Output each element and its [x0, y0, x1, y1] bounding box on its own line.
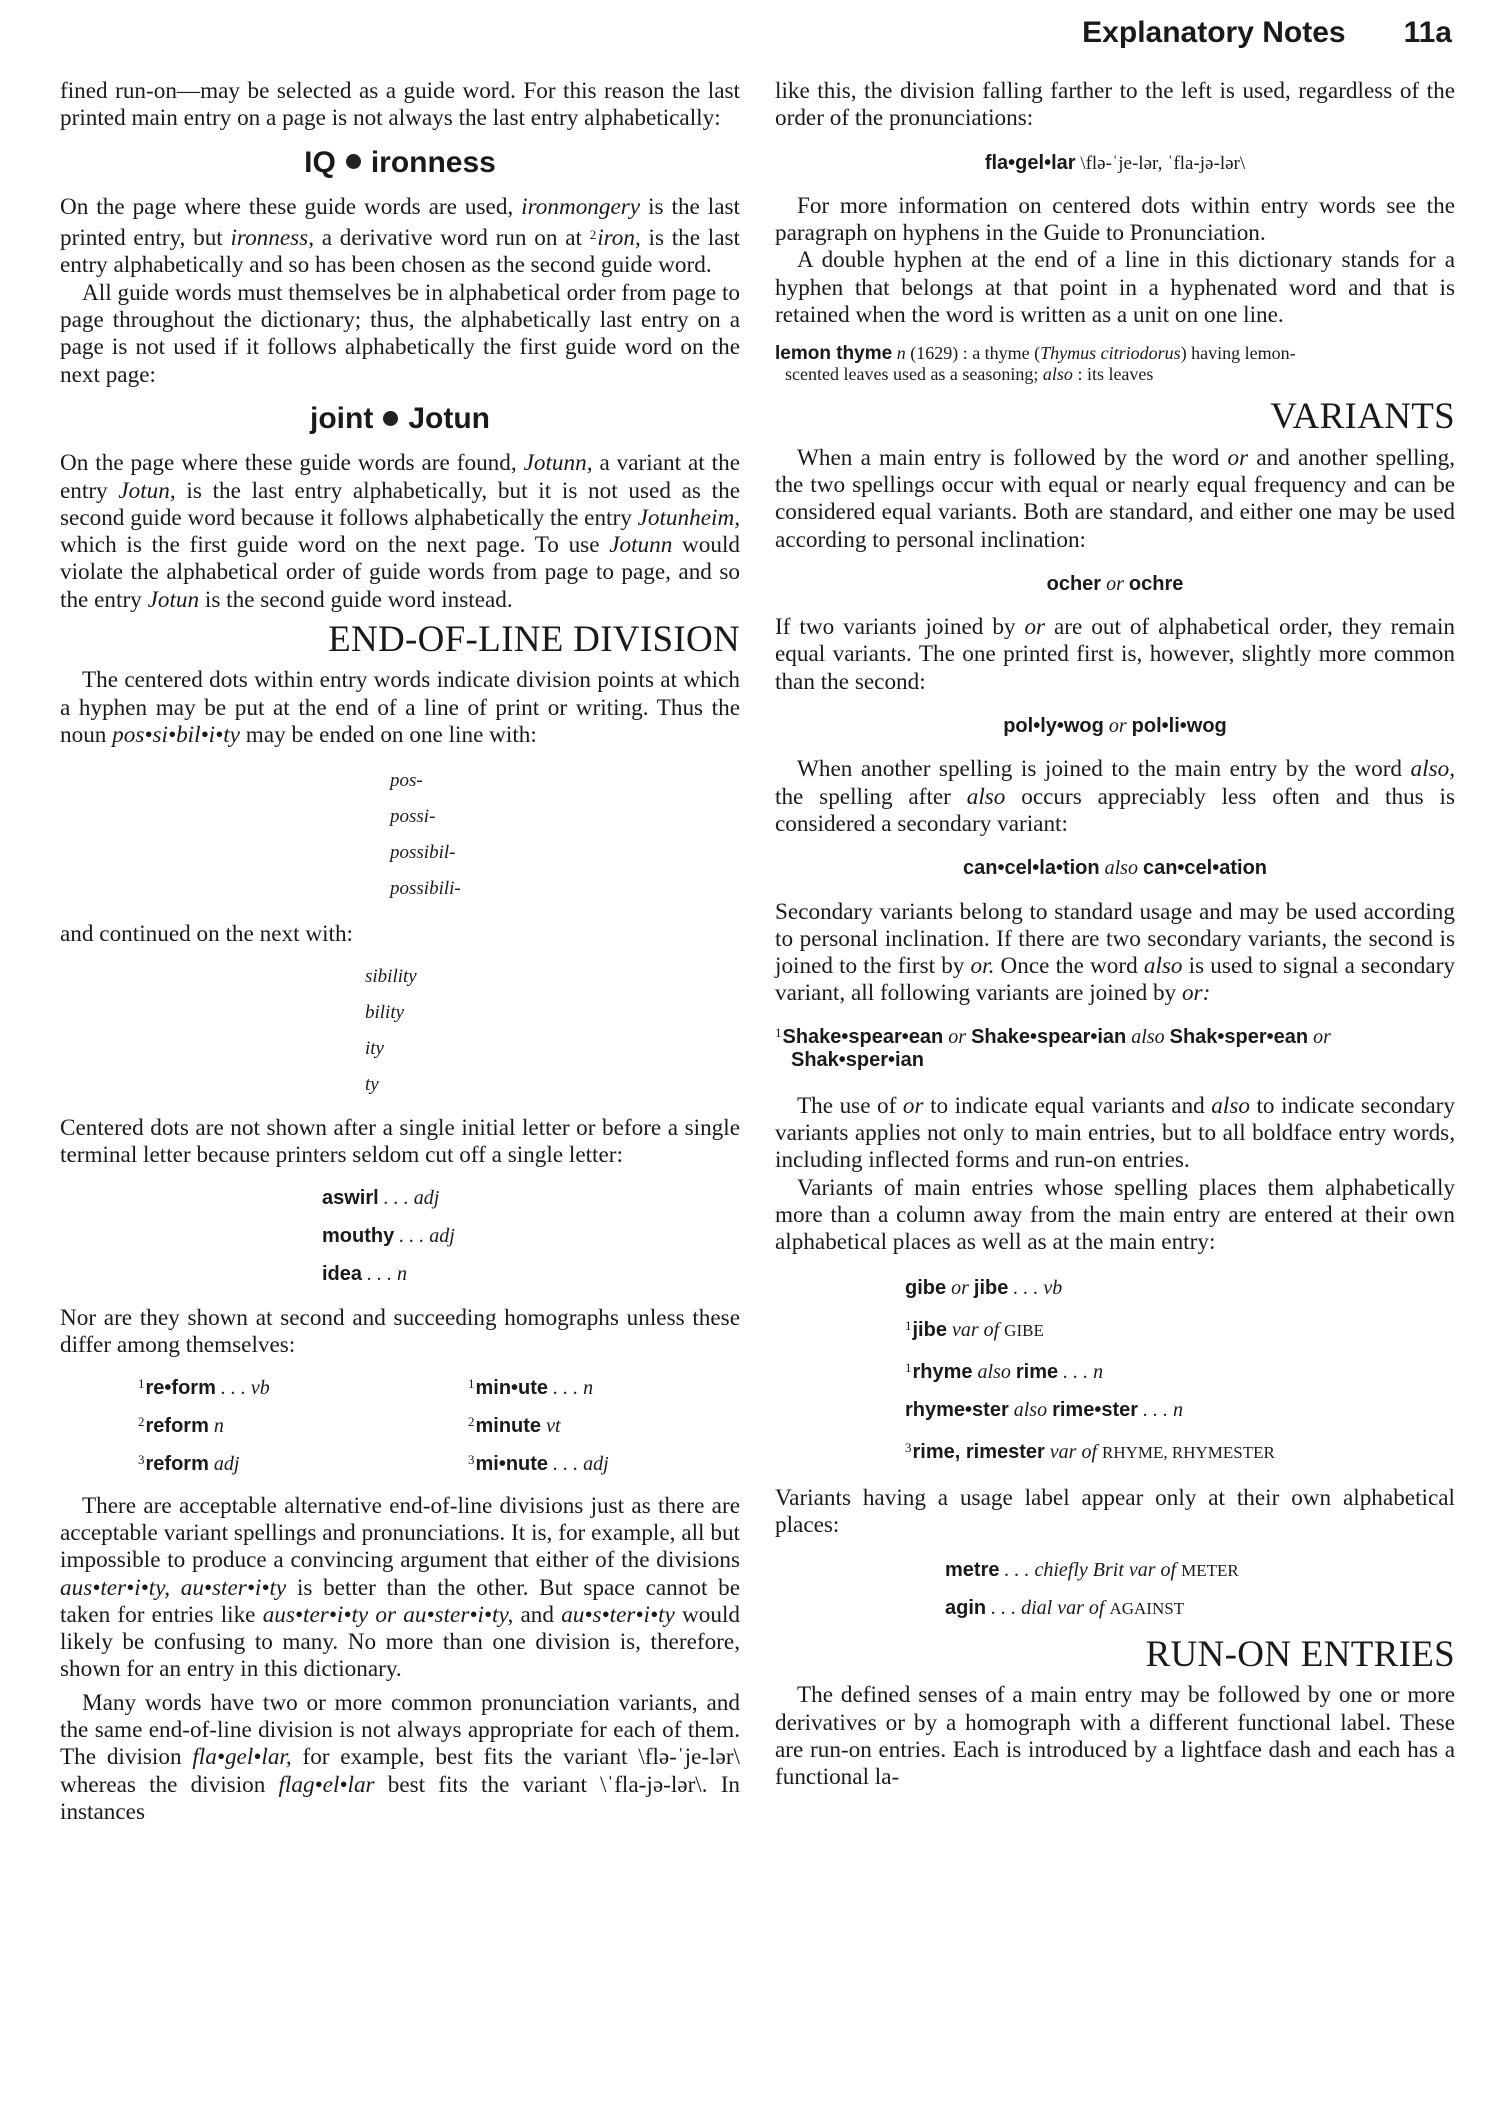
guide-word-second: ironness	[370, 145, 496, 179]
page-number: 11a	[1403, 16, 1452, 49]
guide-words-example	[60, 145, 740, 179]
list-item: $^3$mi•nute . . . adj	[468, 1452, 609, 1476]
paragraph: For more information on centered dots within entry words see the paragraph on hyphens in the Guide to Pronunciation.	[775, 192, 1455, 247]
list-item: $^1$min•ute . . . n	[468, 1375, 594, 1399]
division-list	[365, 959, 740, 1103]
paragraph: All guide words must themselves be in alphabetical order from page to page throughout the dictionary; thus, the alphabetically last entry on a page is not used if it follows alphabetically the first guide word on the next page:	[60, 279, 740, 388]
paragraph: If two variants joined by or are out of alphabetical order, they remain equal variants. The one printed first is, however, slightly more common than the second:	[775, 614, 1455, 695]
list-item: pos-	[390, 770, 423, 792]
paragraph: Many words have two or more common pronunciation variants, and the same end-of-line division is not always appropriate for each of them. The division fla•gel•lar, for example, best fits the variant \flə-ˈje-lər\ whereas the division flag•el•lar best fits the variant \ˈfla-jə-lər\. In instances	[60, 1689, 741, 1825]
list-item: possi-	[390, 806, 436, 828]
paragraph: The defined senses of a main entry may be followed by one or more derivatives or by a homograph with a different functional label. These are run-on entries. Each is introduced by a lightface dash and each has a functional la-	[775, 1682, 1455, 1791]
list-item: $^1$re•form . . . vb	[138, 1375, 270, 1399]
paragraph: When a main entry is followed by the word or and another spelling, the two spellings occur with equal or nearly equal frequency and can be considered equal variants. Both are standard, and either one may be used according to personal inclination:	[775, 444, 1455, 553]
paragraph: and continued on the next with:	[60, 921, 354, 948]
example-entry: pol•ly•wog or pol•li•wog	[1003, 715, 1227, 738]
section-heading: RUN-ON ENTRIES	[1145, 1634, 1455, 1676]
list-item: mouthy . . . adj	[322, 1225, 455, 1248]
right-column	[775, 78, 1455, 1792]
list-item: $^3$rime, rimester var of RHYME, RHYMESTER	[905, 1439, 1275, 1463]
paragraph: Nor are they shown at second and succeeding homographs unless these differ among themselves:	[60, 1305, 740, 1359]
running-header	[1082, 16, 1452, 50]
paragraph: There are acceptable alternative end-of-line divisions just as there are acceptable variant spellings and pronunciations. It is, for example, all but impossible to produce a convincing argument that either of the divisions aus•ter•i•ty, au•ster•i•ty is better than the other. But space cannot be taken for entries like aus•ter•i•ty or au•ster•i•ty, and au•s•ter•i•ty would likely be confusing to many. No more than one division is, therefore, shown for an entry in this dictionary.	[60, 1492, 741, 1683]
list-item: sibility	[365, 965, 417, 987]
division-list	[390, 763, 740, 907]
example-entry: $^1$Shake•spear•ean or Shake•spear•ian also Shak•sper•ean or Shak•sper•ian	[775, 1024, 1331, 1071]
list-item: gibe or jibe . . . vb	[905, 1276, 1063, 1299]
sample-definition: lemon thyme n (1629) : a thyme (Thymus citriodorus) having lemon- scented leaves used as a seasoning; also : its leaves	[775, 343, 1296, 385]
example-entry: ocher or ochre	[1046, 572, 1184, 595]
left-column	[60, 78, 740, 1826]
paragraph: Variants having a usage label appear only at their own alphabetical places:	[775, 1484, 1455, 1538]
paragraph: Variants of main entries whose spelling places them alphabetically more than a column away from the main entry are entered at their own alphabetical places as well as at the main entry:	[775, 1174, 1455, 1256]
guide-words-example	[60, 401, 740, 435]
example-entry: can•cel•la•tion also can•cel•ation	[963, 857, 1267, 880]
paragraph: Secondary variants belong to standard usage and may be used according to personal inclination. If there are two secondary variants, the second is joined to the first by or. Once the word also is used to signal a secondary variant, all following variants are joined by or:	[775, 898, 1455, 1007]
bullet-icon	[346, 154, 361, 169]
section-title: Explanatory Notes	[1082, 16, 1346, 49]
list-item: $^1$jibe var of GIBE	[905, 1317, 1044, 1341]
list-item: bility	[365, 1001, 405, 1023]
section-heading: END-OF-LINE DIVISION	[328, 619, 740, 661]
homograph-table	[138, 1370, 740, 1479]
paragraph: The use of or to indicate equal variants and also to indicate secondary variants applies not only to main entries, but to all boldface entry words, including inflected forms and run-on entries.	[775, 1092, 1455, 1174]
bullet-icon	[383, 411, 398, 426]
list-item: agin . . . dial var of AGAINST	[945, 1597, 1185, 1620]
paragraph: like this, the division falling farther to the left is used, regardless of the order of the pronunciations:	[775, 78, 1455, 132]
example-list	[322, 1179, 740, 1293]
variant-list	[905, 1269, 1455, 1471]
list-item: $^2$minute vt	[468, 1414, 561, 1438]
list-item: idea . . . n	[322, 1263, 408, 1286]
paragraph: Centered dots are not shown after a single initial letter or before a single terminal letter because printers seldom cut off a single letter:	[60, 1114, 740, 1168]
list-item: possibil-	[390, 842, 456, 864]
guide-word-first: IQ	[304, 145, 336, 179]
paragraph: fined run-on—may be selected as a guide word. For this reason the last printed main entry on a page is not always the last entry alphabetically:	[60, 78, 740, 132]
list-item: $^1$rhyme also rime . . . n	[905, 1359, 1104, 1383]
list-item: possibili-	[390, 878, 461, 900]
list-item: aswirl . . . adj	[322, 1187, 440, 1210]
paragraph: When another spelling is joined to the main entry by the word also, the spelling after also occurs appreciably less often and thus is considered a secondary variant:	[775, 756, 1455, 837]
paragraph: A double hyphen at the end of a line in this dictionary stands for a hyphen that belongs at that point in a hyphenated word and that is retained when the word is written as a unit on one line.	[775, 247, 1455, 329]
example-entry: fla•gel•lar \flə-ˈje-lər, ˈfla-jə-lər\	[984, 151, 1246, 174]
guide-word-second: Jotun	[408, 401, 490, 435]
list-item: $^2$reform n	[138, 1414, 224, 1438]
list-item: $^3$reform adj	[138, 1452, 240, 1476]
list-item: ity	[365, 1037, 384, 1059]
paragraph: On the page where these guide words are used, ironmongery is the last printed entry, but ironness, a derivative word run on at $^2$iron, is the last entry alphabetically and so has been chosen as the second guide word.	[60, 193, 740, 279]
list-item: rhyme•ster also rime•ster . . . n	[905, 1398, 1184, 1421]
list-item: ty	[365, 1073, 379, 1095]
guide-word-first: joint	[310, 401, 374, 435]
paragraph: On the page where these guide words are found, Jotunn, a variant at the entry Jotun, is the last entry alphabetically, but it is not used as the second guide word because it follows alphabetically the entry Jotunheim, which is the first guide word on the next page. To use Jotunn would violate the alphabetical order of guide words from page to page, and so the entry Jotun is the second guide word instead.	[60, 450, 740, 613]
variant-list	[945, 1551, 1455, 1627]
section-heading: VARIANTS	[1270, 396, 1455, 438]
paragraph: The centered dots within entry words indicate division points at which a hyphen may be put at the end of a line of print or writing. Thus the noun pos•si•bil•i•ty may be ended on one line with:	[60, 667, 740, 748]
list-item: metre . . . chiefly Brit var of METER	[945, 1559, 1239, 1582]
